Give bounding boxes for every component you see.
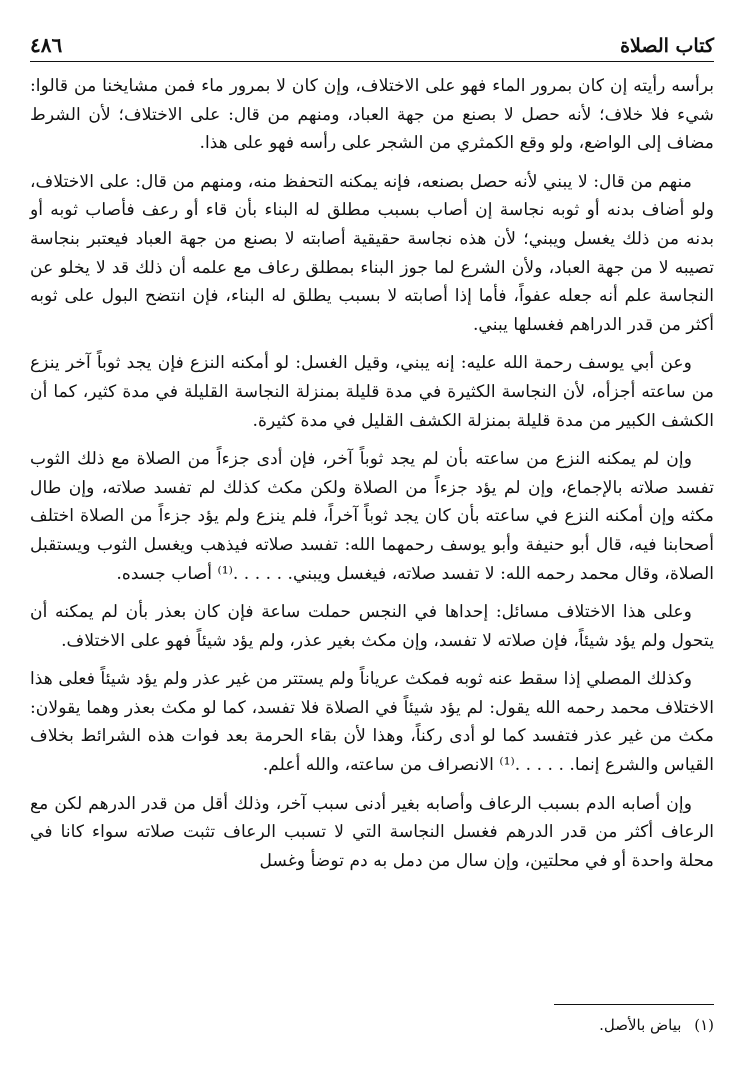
paragraph: برأسه رأيته إن كان بمرور الماء فهو على الاختلاف، وإن كان لا بمرور ماء فمن مشايخنا من قالوا: شيء فلا خلاف؛ لأنه حصل لا بصنع من جهة العباد، ومنهم من قال: على الاختلاف؛ لأن الشرط مضاف إلى الواضع، ولو وقع الكمثري من الشجر على رأسه فهو على هذا. <box>30 76 714 154</box>
body-text <box>30 72 714 875</box>
paragraph: وإن أصابه الدم بسبب الرعاف وأصابه بغير أدنى سبب آخر، وذلك أقل من قدر الدرهم لكن مع الرعاف أكثر من قدر الدرهم فغسل النجاسة التي لا تسبب الرعاف تثبت صلاته سواء كانا في محلة واحدة أو في محلتين، وإن سال من دمل به دم توضأ وغسل <box>30 793 714 871</box>
paragraph: وكذلك المصلي إذا سقط عنه ثوبه فمكث عرياناً ولم يستتر من غير عذر ولم يؤد شيئاً فعلى هذا الاختلاف محمد رحمه الله يقول: لم يؤد شيئاً في الصلاة فلا تفسد، كما لو مكث بعذر وهما يقولان: مكث من غير عذر فتفسد كما لو أدى ركناً، وهذا لأن بقاء الحرمة بعد فوات هذه الشرائط بخلاف القياس والشرع إنما. . . . . .⁽¹⁾ الانصراف من ساعته، والله أعلم. <box>30 669 714 776</box>
paragraph: منهم من قال: لا يبني لأنه حصل بصنعه، فإنه يمكنه التحفظ منه، ومنهم من قال: على الاختلاف، ولو أضاف بدنه أو ثوبه نجاسة إن أصاب بسبب مطلق له البناء بأن قاء أو رعف فأصاب ثوبه أو بدنه من ذلك يغسل ويبني؛ لأن هذه نجاسة حقيقية أصابته لا بصنع من جهة العباد فيعتبر بنجاسة تصيبه لا من جهة العباد، ولأن الشرع لما جوز البناء بمطلق رعاف مع علمه أن ذلك قد لا يخلو عن النجاسة علم أنه جعله عفواً، فأما إذا أصابته لا بسبب يطلق له البناء، فإن انتضح البول على ثوبه أكثر من قدر الدراهم فغسلها يبني. <box>30 171 714 335</box>
page-number: ٤٨٦ <box>30 33 63 57</box>
footnote-mark: (١) <box>694 1016 714 1034</box>
paragraph: وإن لم يمكنه النزع من ساعته بأن لم يجد ثوباً آخر، فإن أدى جزءاً من الصلاة مع ذلك الثوب تفسد صلاته بالإجماع، وإن لم يؤد جزءاً من الصلاة ولكن مكث كذلك لم تفسد صلاته، وإن طال مكثه وإن أمكنه النزع في ساعته بأن كان يجد ثوباً آخراً، فلم ينزع ولم يؤد جزءاً من الصلاة اختلف أصحابنا فيه، قال أبو حنيفة وأبو يوسف رحمهما الله: تفسد صلاته فيذهب ويغسل الثوب ويستقبل الصلاة، وقال محمد رحمه الله: لا تفسد صلاته، فيغسل ويبني. . . . . .⁽¹⁾ أصاب جسده. <box>30 449 714 584</box>
paragraph: وعن أبي يوسف رحمة الله عليه: إنه يبني، وقيل الغسل: لو أمكنه النزع فإن يجد ثوباً آخر ينزع من ساعته أجزأه، لأن النجاسة الكثيرة في مدة قليلة بمنزلة النجاسة القليلة في مدة كثير، كما أن الكشف الكبير من مدة قليلة بمنزلة الكشف القليل في مدة كثيرة. <box>30 353 714 431</box>
chapter-title: كتاب الصلاة <box>620 35 714 57</box>
book-page <box>30 28 714 1072</box>
footnote-divider <box>554 1004 714 1005</box>
footnote-text: بياض بالأصل. <box>599 1016 682 1034</box>
footnote <box>30 1014 714 1036</box>
paragraph: وعلى هذا الاختلاف مسائل: إحداها في النجس حملت ساعة فإن كان بعذر بأن لم يمكنه أن يتحول ولم يؤد شيئاً، فإن صلاته لا تفسد، وإن مكث بغير عذر، ولم يؤد شيئاً فهو على الاختلاف. <box>30 602 714 651</box>
page-header <box>30 28 714 62</box>
